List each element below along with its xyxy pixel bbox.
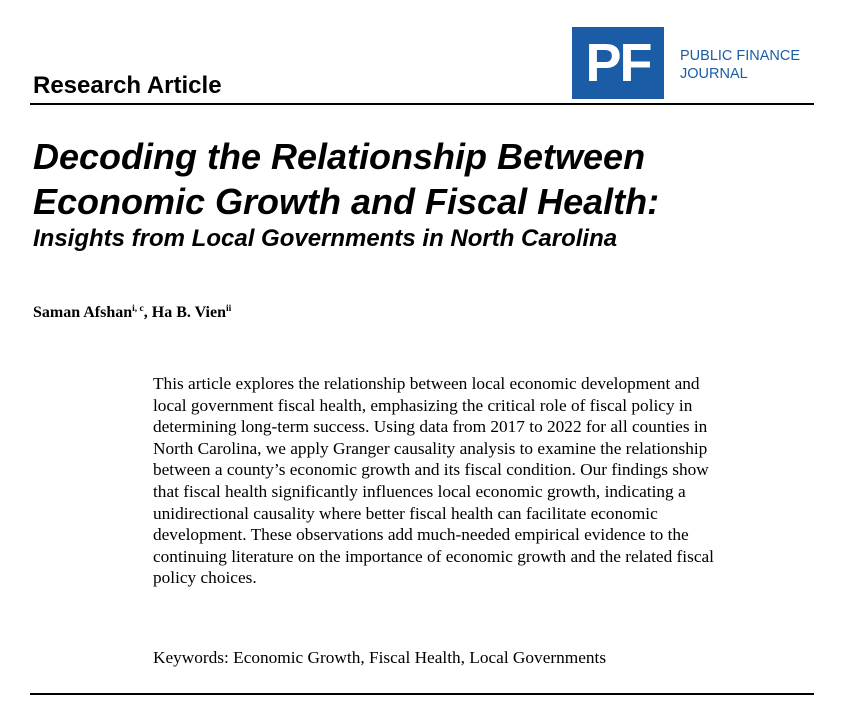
- journal-name-line1: PUBLIC FINANCE: [680, 48, 801, 64]
- header-divider: [30, 103, 814, 105]
- author-list: [33, 304, 231, 322]
- abstract-line: between a county’s economic growth and its fiscal condition. Our findings show: [153, 460, 709, 480]
- abstract-line: unidirectional causality where better fiscal health can facilitate economic: [153, 503, 658, 523]
- abstract-line: determining long-term success. Using data from 2017 to 2022 for all counties in: [153, 417, 708, 437]
- author-name-1: Saman Afshan: [33, 304, 133, 321]
- abstract-line: local government fiscal health, emphasizing the critical role of fiscal policy in: [153, 395, 693, 415]
- abstract-line: North Carolina, we apply Granger causality analysis to examine the relationship: [153, 438, 708, 458]
- title-line1: Decoding the Relationship Between: [33, 136, 646, 177]
- author-affiliation-1: i, c: [132, 304, 144, 314]
- journal-logo-letters: PF: [585, 33, 651, 93]
- title-line2: Economic Growth and Fiscal Health:: [33, 181, 660, 222]
- abstract-line: continuing literature on the importance of economic growth and the related fiscal: [153, 546, 714, 566]
- journal-logo: [572, 27, 664, 99]
- section-label: Research Article: [33, 72, 222, 99]
- author-name-2: Ha B. Vien: [151, 304, 226, 321]
- article-subtitle: Insights from Local Governments in North Carolina: [33, 225, 618, 252]
- footer-divider: [30, 693, 814, 695]
- journal-name: [680, 47, 800, 83]
- author-separator: ,: [143, 304, 152, 321]
- author-affiliation-2: ii: [226, 304, 232, 314]
- abstract: [153, 373, 813, 589]
- abstract-line: that fiscal health significantly influences local economic growth, indicating a: [153, 481, 686, 501]
- article-title: [33, 134, 659, 224]
- abstract-line: This article explores the relationship between local economic development and: [153, 374, 700, 393]
- journal-name-line2: JOURNAL: [680, 66, 748, 82]
- keywords: Keywords: Economic Growth, Fiscal Health, Local Governments: [153, 648, 607, 667]
- abstract-line: policy choices.: [153, 568, 257, 588]
- abstract-line: development. These observations add much-needed empirical evidence to the: [153, 525, 689, 545]
